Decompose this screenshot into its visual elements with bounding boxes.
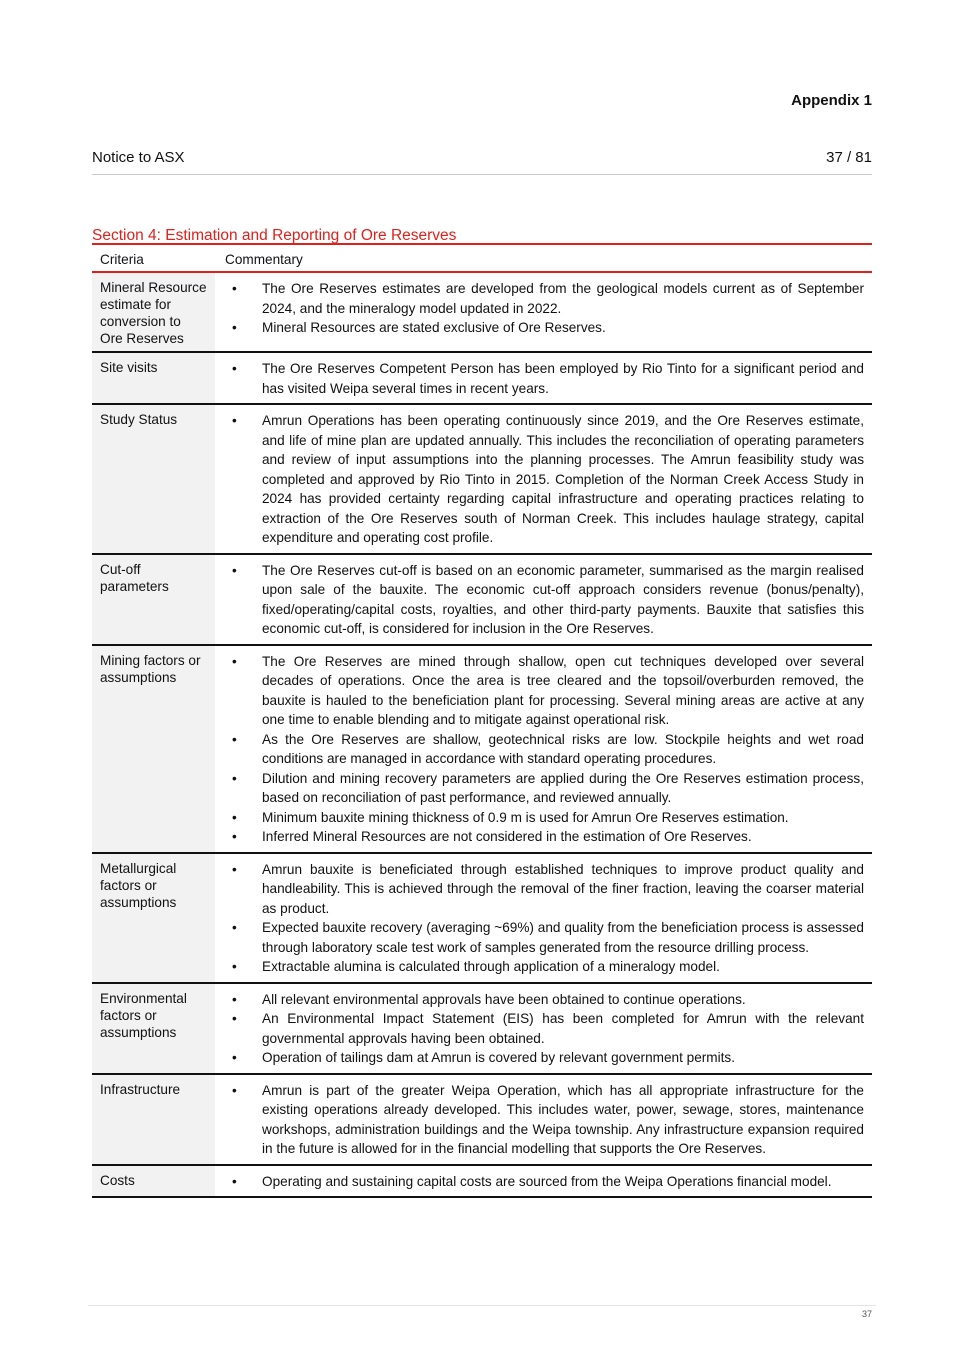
ore-reserves-table [92, 243, 872, 1198]
table-row [92, 1165, 872, 1198]
bullet-item: • Minimum bauxite mining thickness of 0.9 m is used for Amrun Ore Reserves estimation. [215, 808, 864, 828]
bullet-list [215, 1172, 864, 1192]
bullet-item: • All relevant environmental approvals have been obtained to continue operations. [215, 990, 864, 1010]
criteria-cell: Cut-off parameters [92, 554, 215, 645]
criteria-cell: Study Status [92, 404, 215, 554]
table-row [92, 983, 872, 1074]
notice-label: Notice to ASX [92, 149, 185, 166]
commentary-cell [215, 352, 872, 404]
bullet-item: • Mineral Resources are stated exclusive of Ore Reserves. [215, 318, 864, 338]
table-header-row [92, 244, 872, 272]
commentary-cell [215, 554, 872, 645]
criteria-cell: Costs [92, 1165, 215, 1198]
criteria-cell: Environmental factors or assumptions [92, 983, 215, 1074]
bullet-list [215, 561, 864, 639]
criteria-cell: Mining factors or assumptions [92, 645, 215, 853]
bullet-item: • The Ore Reserves are mined through shallow, open cut techniques developed over several decades of operations. Once the area is tree cleared and the topsoil/overburden removed, the bauxite is hauled to the beneficiation plant for processing. Several mining areas are active at any one time to enable blending and to mitigate against operational risk. [215, 652, 864, 730]
commentary-cell [215, 404, 872, 554]
table-row [92, 853, 872, 983]
bullet-item: • Expected bauxite recovery (averaging ~69%) and quality from the beneficiation process is assessed through laboratory scale test work of samples generated from the resource drilling process. [215, 918, 864, 957]
commentary-cell [215, 1074, 872, 1165]
section-title: Section 4: Estimation and Reporting of Ore Reserves [92, 227, 457, 244]
appendix-label: Appendix 1 [791, 92, 872, 109]
bullet-list [215, 652, 864, 847]
table-row [92, 404, 872, 554]
criteria-cell: Mineral Resource estimate for conversion to Ore Reserves [92, 272, 215, 352]
commentary-cell [215, 1165, 872, 1198]
criteria-column-header: Criteria [92, 244, 215, 272]
bullet-item: • As the Ore Reserves are shallow, geotechnical risks are low. Stockpile heights and wet road conditions are managed in accordance with standard operating procedures. [215, 730, 864, 769]
header-divider [92, 174, 872, 175]
table-row [92, 1074, 872, 1165]
bullet-item: • The Ore Reserves estimates are developed from the geological models current as of September 2024, and the mineralogy model updated in 2022. [215, 279, 864, 318]
footer-divider [88, 1305, 876, 1306]
criteria-cell: Metallurgical factors or assumptions [92, 853, 215, 983]
bullet-item: • The Ore Reserves Competent Person has been employed by Rio Tinto for a significant period and has visited Weipa several times in recent years. [215, 359, 864, 398]
bullet-list [215, 1081, 864, 1159]
bullet-item: • Amrun bauxite is beneficiated through established techniques to improve product quality and handleability. This is achieved through the removal of the finer fraction, leaving the coarser material as product. [215, 860, 864, 919]
commentary-column-header: Commentary [215, 244, 872, 272]
commentary-cell [215, 983, 872, 1074]
table-row [92, 352, 872, 404]
bullet-item: • Amrun Operations has been operating continuously since 2019, and the Ore Reserves estimate, and life of mine plan are updated annually. This includes the reconciliation of operating parameters and review of input assumptions into the planning processes. The Amrun feasibility study was completed and approved by Rio Tinto in 2015. Completion of the Norman Creek Access Study in 2024 has provided certainty regarding capital infrastructure and operating practices relating to extraction of the Ore Reserves south of Norman Creek. This includes haulage strategy, capital expenditure and operating cost profile. [215, 411, 864, 548]
page-counter: 37 / 81 [826, 149, 872, 166]
bullet-item: • Extractable alumina is calculated through application of a mineralogy model. [215, 957, 864, 977]
bullet-item: • Operation of tailings dam at Amrun is covered by relevant government permits. [215, 1048, 864, 1068]
bullet-list [215, 359, 864, 398]
table-row [92, 554, 872, 645]
table-row [92, 272, 872, 352]
commentary-cell [215, 853, 872, 983]
criteria-cell: Infrastructure [92, 1074, 215, 1165]
bullet-item: • The Ore Reserves cut-off is based on an economic parameter, summarised as the margin realised upon sale of the bauxite. The economic cut-off approach considers revenue (bonus/penalty), fixed/operating/capital costs, royalties, and other third-party payments. Bauxite that satisfies this economic cut-off, is considered for inclusion in the Ore Reserves. [215, 561, 864, 639]
bullet-list [215, 860, 864, 977]
criteria-cell: Site visits [92, 352, 215, 404]
table-body [92, 272, 872, 1197]
bullet-item: • Operating and sustaining capital costs are sourced from the Weipa Operations financial model. [215, 1172, 864, 1192]
commentary-cell [215, 272, 872, 352]
bullet-item: • Inferred Mineral Resources are not considered in the estimation of Ore Reserves. [215, 827, 864, 847]
bullet-list [215, 411, 864, 548]
table-row [92, 645, 872, 853]
bullet-item: • Amrun is part of the greater Weipa Operation, which has all appropriate infrastructure for the existing operations already developed. This includes water, power, sewage, stores, maintenance workshops, administration buildings and the Weipa township. Any infrastructure expansion required in the future is allowed for in the financial modelling that supports the Ore Reserves. [215, 1081, 864, 1159]
bullet-item: • An Environmental Impact Statement (EIS) has been completed for Amrun with the relevant governmental approvals having been obtained. [215, 1009, 864, 1048]
bullet-list [215, 279, 864, 338]
footer-page-number: 37 [861, 1309, 872, 1319]
commentary-cell [215, 645, 872, 853]
bullet-list [215, 990, 864, 1068]
bullet-item: • Dilution and mining recovery parameters are applied during the Ore Reserves estimation process, based on reconciliation of past performance, and reviewed annually. [215, 769, 864, 808]
